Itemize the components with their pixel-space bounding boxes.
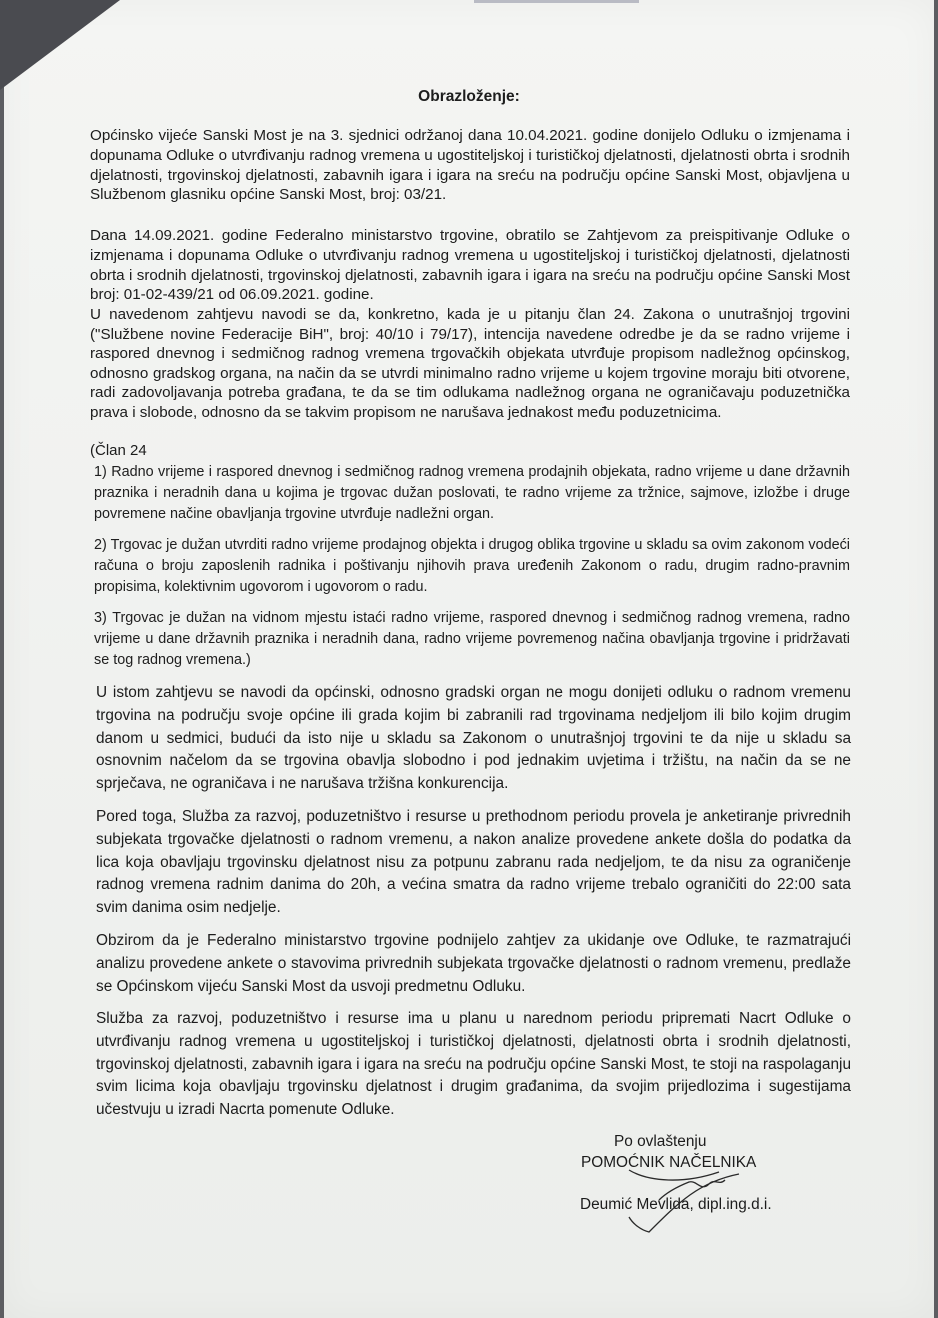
signatory-name: Deumić Mevlida, dipl.ing.d.i. xyxy=(580,1196,772,1213)
article-item-3: 3) Trgovac je dužan na vidnom mjestu istaći radno vrijeme, raspored dnevnog i sedmičnog radnog vremena, radno vrijeme u dane državnih praznika i neradnih dana, radno vrijeme povremenog načina obavljanja trgovine i pridržavati se tog radnog vremena.) xyxy=(94,610,850,668)
folded-corner xyxy=(0,0,120,90)
intro-paragraph-2: Dana 14.09.2021. godine Federalno ministarstvo trgovine, obratilo se Zahtjevom za preispitivanje Odluke o izmjenama i dopunama Odluke o utvrđivanju radnog vremena u ugostiteljskoj i turističkoj djelatnosti, djelatnosti obrta i srodnih djelatnosti, trgovinskoj djelatnosti, zabavnih igara i igara na sreću na području općine Sanski Most broj: 01-02-439/21 od 06.09.2021. godine. xyxy=(90,227,850,304)
article-label: (Član 24 xyxy=(90,442,147,459)
intro-paragraph-3: U navedenom zahtjevu navodi se da, konkretno, kada je u pitanju član 24. Zakona o unutrašnjoj trgovini ("Službene novine Federacije BiH", broj: 40/10 i 79/17), intencija navedene odredbe je da se radno vrijeme i raspored dnevnog i sedmičnog radnog vremena trgovačkih objekata utvrđuje propisom nadležnog općinskog, odnosno gradskog organa, na način da se utvrdi minimalno radno vrijeme u kojem trgovine moraju biti otvorene, radi zadovoljavanja potreba građana, te da se tim odlukama nadležnog organa ne ograničavaju poduzetnička prava i slobode, odnosno da se takvim propisom ne narušava jednakost među poduzetnicima. xyxy=(90,306,850,421)
article-item-1: 1) Radno vrijeme i raspored dnevnog i sedmičnog radnog vremena prodajnih objekata, radno vrijeme u dane državnih praznika i neradnih dana u kojima je trgovac dužan poslovati, te radno vrijeme za tržnice, sajmove, izložbe i druge povremene načine obavljanja trgovine utvrđuje nadležni organ. xyxy=(94,464,850,522)
signature-role: POMOĆNIK NAČELNIKA xyxy=(581,1154,757,1171)
document-page xyxy=(4,0,934,1318)
article-item-2: 2) Trgovac je dužan utvrditi radno vrijeme prodajnog objekta i drugog oblika trgovine u skladu sa ovim zakonom vodeći računa o broju zaposlenih radnika i poštivanju njihovih prava uređenih Zakonom o radu, drugim radno-pravnim propisima, kolektivnim ugovorom i ugovorom o radu. xyxy=(94,537,850,595)
document-title: Obrazloženje: xyxy=(418,88,520,105)
body-paragraph-3: Obzirom da je Federalno ministarstvo trgovine podnijelo zahtjev za ukidanje ove Odluke, te razmatrajući analizu provedene ankete o stavovima privrednih subjekata trgovačke djelatnosti o radnom vremenu, predlaže se Općinskom vijeću Sanski Most da usvoji predmetnu Odluku. xyxy=(96,932,851,995)
body-paragraph-2: Pored toga, Služba za razvoj, poduzetništvo i resurse u prethodnom periodu provela je anketiranje privrednih subjekata trgovačke djelatnosti o radnom vremenu, a nakon analize provedene ankete došla do podatka da lica koja obavljaju trgovinsku djelatnost nisu za potpunu zabranu rada nedjeljom, te da nisu za ograničenje radnog vremena radnim danima do 20h, a većina smatra da radno vrijeme trebalo ograničiti do 22:00 sata svim danima osim nedjelje. xyxy=(96,808,851,917)
intro-paragraph-1: Općinsko vijeće Sanski Most je na 3. sjednici održanoj dana 10.04.2021. godine donijelo Odluku o izmjenama i dopunama Odluke o utvrđivanju radnog vremena u ugostiteljskoj i turističkoj djelatnosti, djelatnosti obrta i srodnih djelatnosti, trgovinskoj djelatnosti, zabavnih igara i igara na sreću na području općine Sanski Most, objavljena u Službenom glasniku općine Sanski Most, broj: 03/21. xyxy=(90,127,850,204)
body-paragraph-4: Služba za razvoj, poduzetništvo i resurse ima u planu u narednom periodu pripremati Nacrt Odluke o utvrđivanju radnog vremena u ugostiteljskoj i turističkoj djelatnosti, djelatnosti obrta i srodnih djelatnosti, trgovinskoj djelatnosti, zabavnih igara i igara na sreću na području općine Sanski Most, te stoji na raspolaganju svim licima koja obavljaju trgovinsku djelatnost i drugim građanima, da svojim prijedlozima i sugestijama učestvuju u izradi Nacrta pomenute Odluke. xyxy=(96,1010,851,1119)
body-paragraph-1: U istom zahtjevu se navodi da općinski, odnosno gradski organ ne mogu donijeti odluku o radnom vremenu trgovina na području svoje općine ili grada kojim bi zabranili rad trgovinama nedjeljom ili bilo kojim drugim danom u sedmici, budući da isto nije u skladu sa Zakonom o unutrašnjoj trgovini te da nije u skladu sa osnovnim načelom da se trgovina obavlja slobodno i pod jednakim uvjetima i tržištu, na način da se ne sprječava, ne ograničava i ne narušava tržišna konkurencija. xyxy=(96,684,851,793)
top-edge-line xyxy=(474,0,639,3)
signature-authorization: Po ovlaštenju xyxy=(614,1133,707,1150)
